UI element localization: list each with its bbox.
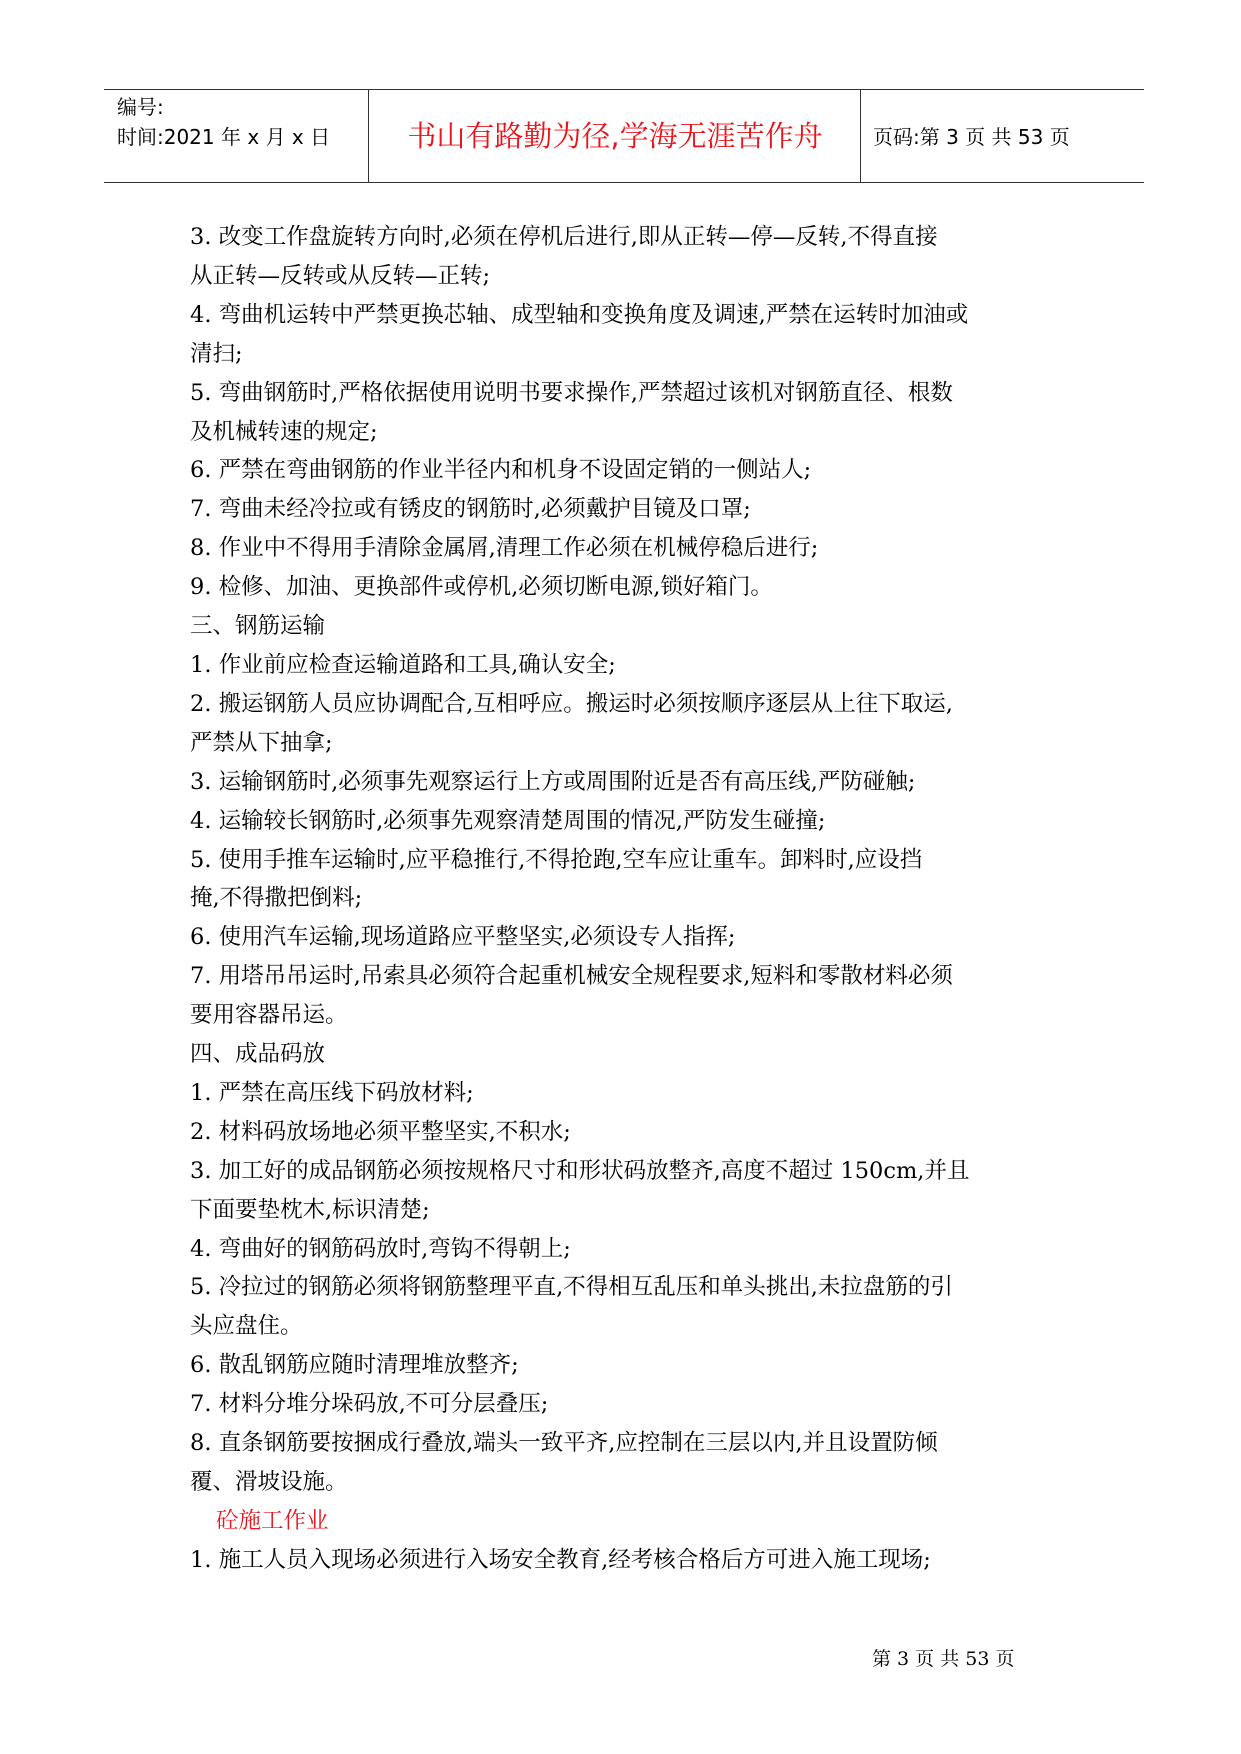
- body-line: 清扫;: [190, 340, 243, 367]
- body-line: 5. 使用手推车运输时,应平稳推行,不得抢跑,空车应让重车。卸料时,应设挡: [190, 846, 923, 873]
- body-line: 3. 改变工作盘旋转方向时,必须在停机后进行,即从正转—停—反转,不得直接: [190, 224, 938, 250]
- header-meta: [117, 92, 330, 152]
- body-line: 严禁从下抽拿;: [190, 729, 333, 756]
- body-line: 8. 作业中不得用手清除金属屑,清理工作必须在机械停稳后进行;: [190, 535, 819, 562]
- header-motto: 书山有路勤为径,学海无涯苦作舟: [407, 119, 823, 153]
- body-line: 1. 作业前应检查运输道路和工具,确认安全;: [190, 651, 616, 678]
- body-line: 7. 材料分堆分垛码放,不可分层叠压;: [190, 1391, 549, 1418]
- body-line: 掩,不得撒把倒料;: [190, 885, 363, 912]
- body-line: 2. 搬运钢筋人员应协调配合,互相呼应。搬运时必须按顺序逐层从上往下取运,: [190, 690, 953, 717]
- body-line: 6. 严禁在弯曲钢筋的作业半径内和机身不设固定销的一侧站人;: [190, 457, 812, 484]
- section-heading: 四、成品码放: [190, 1041, 326, 1068]
- body-line: 3. 加工好的成品钢筋必须按规格尺寸和形状码放整齐,高度不超过 150cm,并且: [190, 1157, 970, 1184]
- header-page-number: 页码:第 3 页 共 53 页: [873, 125, 1070, 149]
- body-line: 2. 材料码放场地必须平整坚实,不积水;: [190, 1118, 571, 1145]
- section-heading: 三、钢筋运输: [190, 613, 326, 640]
- body-line: 5. 冷拉过的钢筋必须将钢筋整理平直,不得相互乱压和单头挑出,未拉盘筋的引: [190, 1274, 953, 1301]
- body-line: 5. 弯曲钢筋时,严格依据使用说明书要求操作,严禁超过该机对钢筋直径、根数: [190, 379, 953, 406]
- document-body: [190, 218, 1070, 1580]
- body-line: 6. 散乱钢筋应随时清理堆放整齐;: [190, 1352, 519, 1379]
- body-line: 头应盘住。: [190, 1313, 303, 1340]
- header-bottom-rule: [104, 182, 1144, 183]
- body-line: 9. 检修、加油、更换部件或停机,必须切断电源,锁好箱门。: [190, 574, 773, 601]
- body-line: 3. 运输钢筋时,必须事先观察运行上方或周围附近是否有高压线,严防碰触;: [190, 768, 916, 795]
- body-line: 4. 运输较长钢筋时,必须事先观察清楚周围的情况,严防发生碰撞;: [190, 807, 826, 834]
- body-line: 4. 弯曲好的钢筋码放时,弯钩不得朝上;: [190, 1235, 571, 1262]
- body-line: 1. 严禁在高压线下码放材料;: [190, 1079, 474, 1106]
- body-line: 6. 使用汽车运输,现场道路应平整坚实,必须设专人指挥;: [190, 924, 736, 951]
- body-line: 4. 弯曲机运转中严禁更换芯轴、成型轴和变换角度及调速,严禁在运转时加油或: [190, 301, 969, 328]
- body-line: 7. 弯曲未经冷拉或有锈皮的钢筋时,必须戴护目镜及口罩;: [190, 496, 751, 523]
- body-line: 下面要垫枕木,标识清楚;: [190, 1196, 430, 1223]
- body-line: 7. 用塔吊吊运时,吊索具必须符合起重机械安全规程要求,短料和零散材料必须: [190, 963, 953, 990]
- document-time-label: 时间:2021 年 x 月 x 日: [117, 125, 331, 149]
- section-heading-red: 砼施工作业: [216, 1507, 329, 1534]
- document-number-label: 编号:: [117, 95, 164, 119]
- header-divider-left: [368, 90, 369, 182]
- header-top-rule: [104, 89, 1144, 90]
- body-line: 8. 直条钢筋要按捆成行叠放,端头一致平齐,应控制在三层以内,并且设置防倾: [190, 1430, 938, 1457]
- header-divider-right: [860, 90, 861, 182]
- body-line: 从正转—反转或从反转—正转;: [190, 262, 491, 289]
- body-line: 1. 施工人员入现场必须进行入场安全教育,经考核合格后方可进入施工现场;: [190, 1546, 931, 1573]
- body-line: 要用容器吊运。: [190, 1002, 348, 1029]
- body-line: 及机械转速的规定;: [190, 418, 378, 445]
- footer-page-number: 第 3 页 共 53 页: [872, 1648, 1015, 1670]
- body-line: 覆、滑坡设施。: [190, 1469, 348, 1495]
